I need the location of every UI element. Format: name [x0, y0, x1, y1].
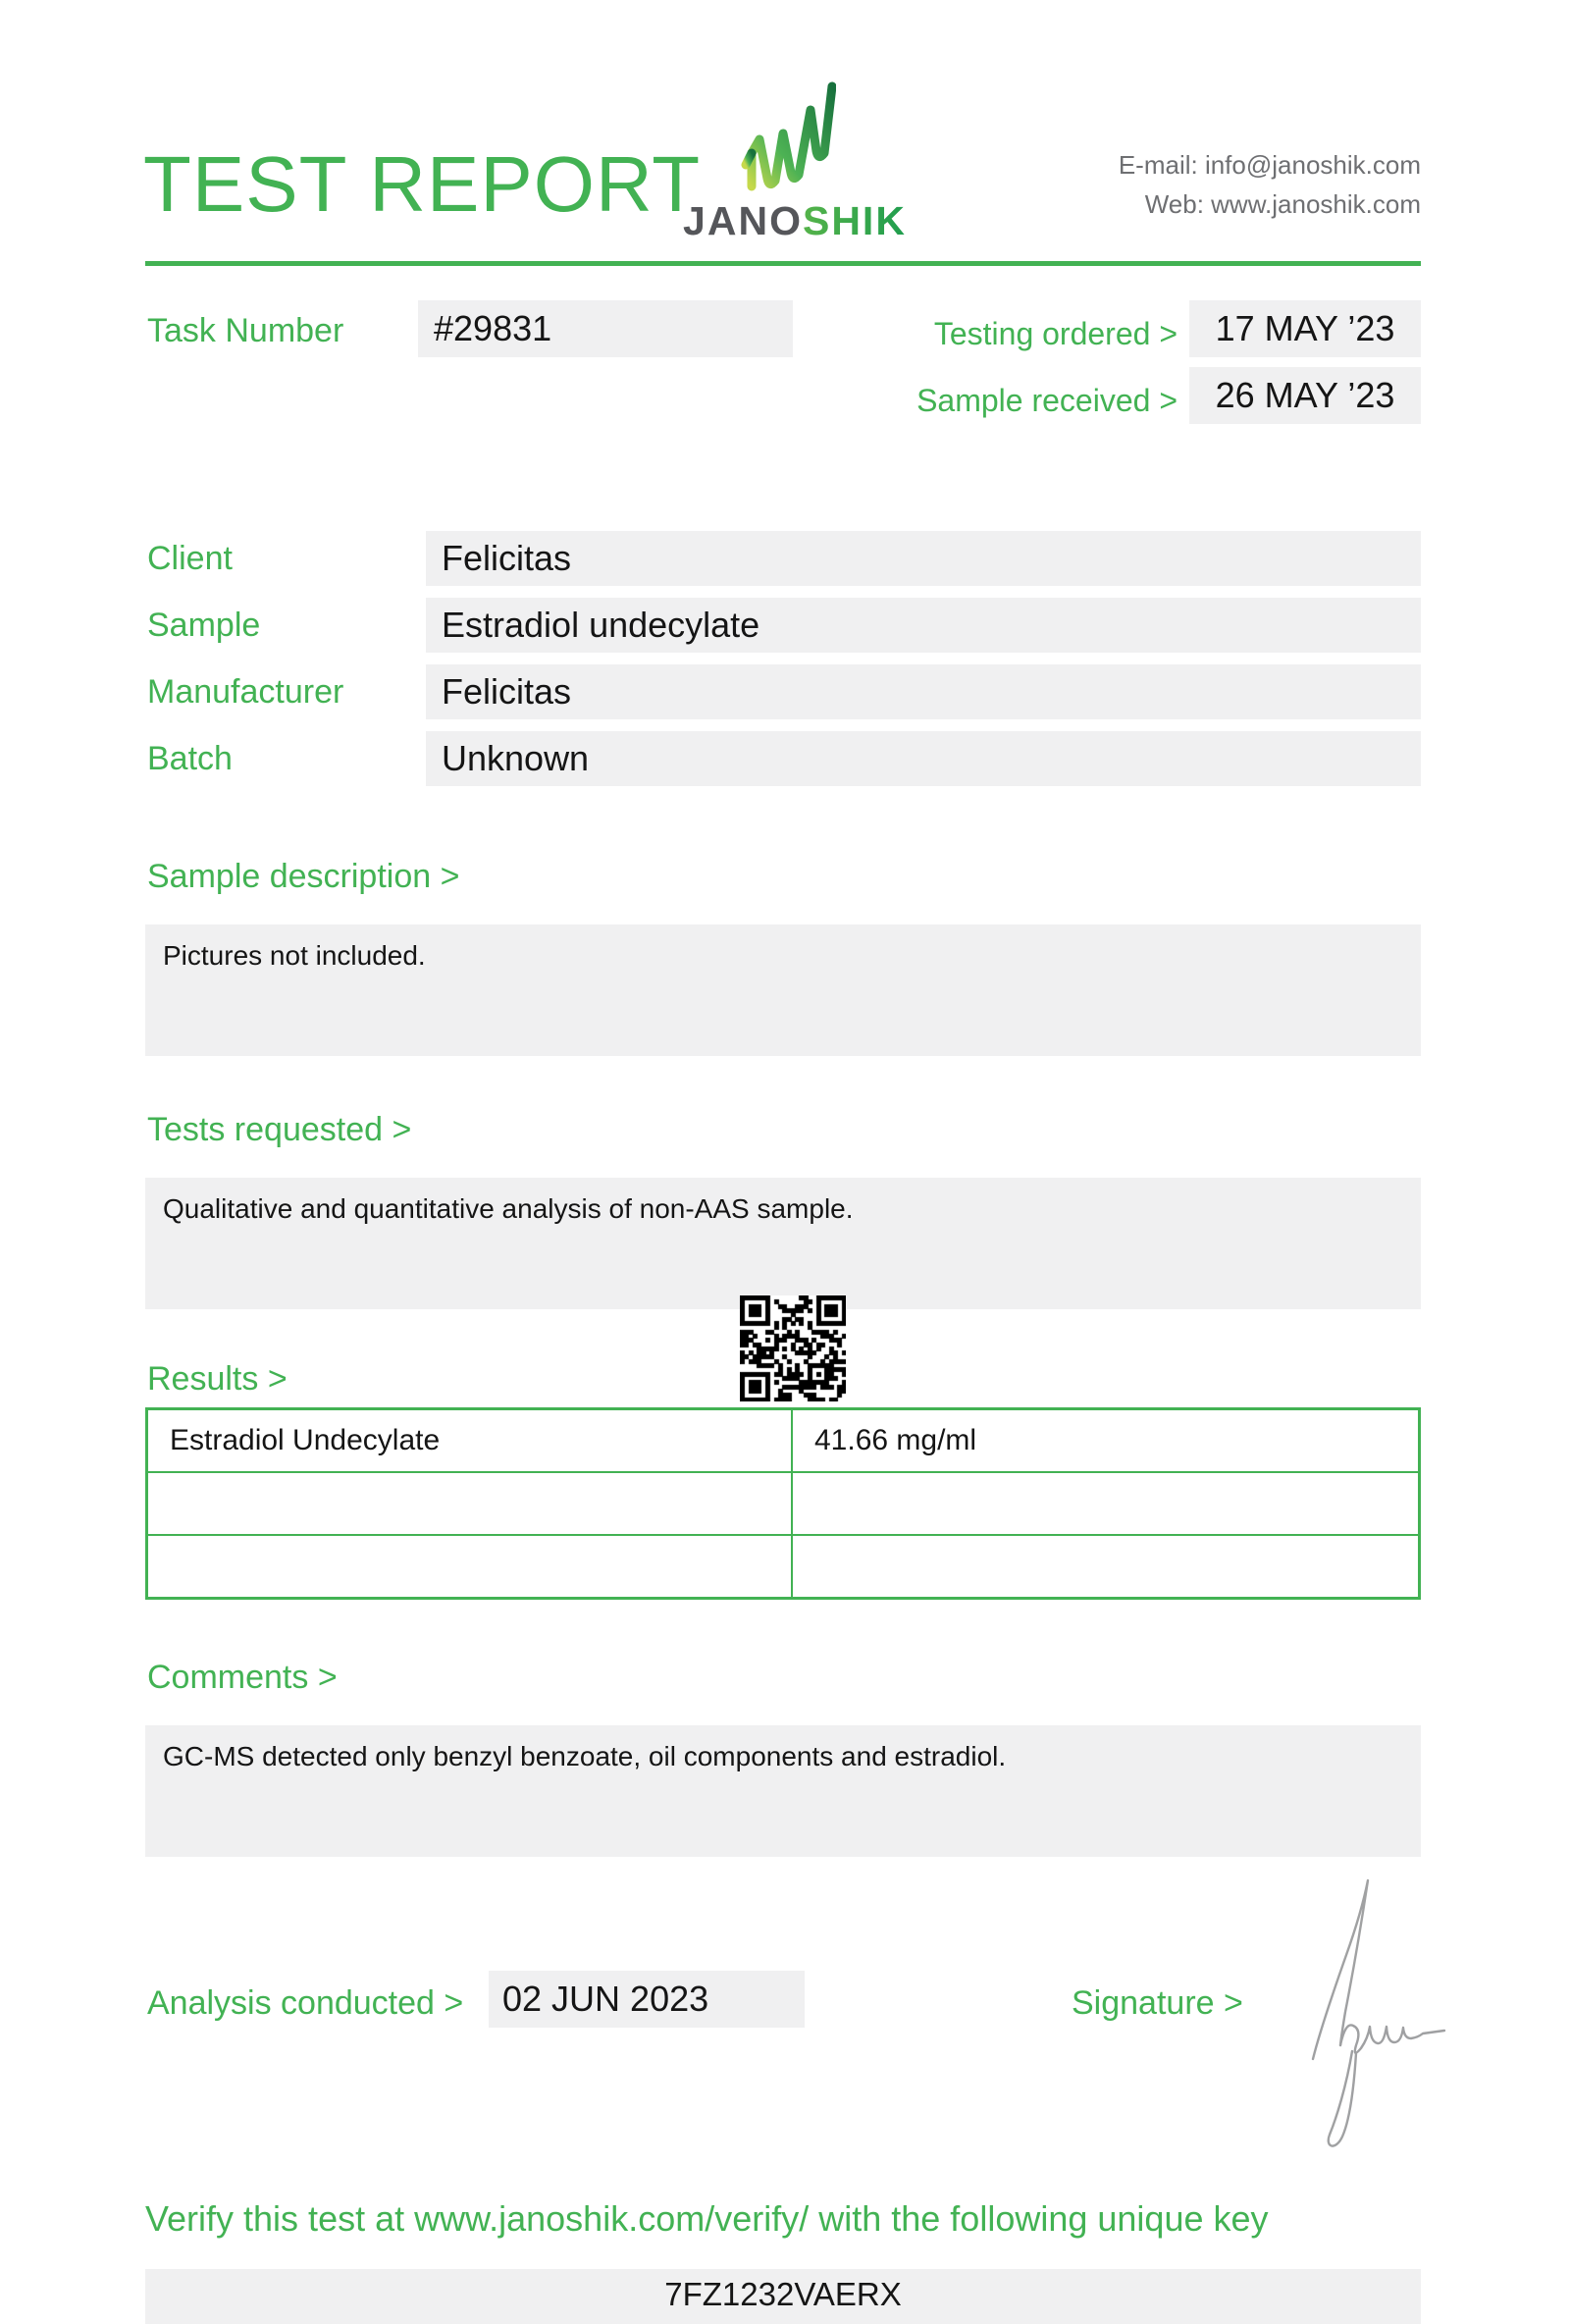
result-concentration: 41.66 mg/ml	[814, 1424, 977, 1456]
brand-wordmark	[677, 198, 913, 244]
analysis-conducted-label: Analysis conducted >	[147, 1984, 464, 2022]
result-concentration	[793, 1473, 1418, 1534]
table-row	[148, 1536, 1418, 1597]
contact-web: Web: www.janoshik.com	[1144, 189, 1421, 219]
result-substance	[148, 1473, 793, 1534]
qr-code	[740, 1295, 846, 1401]
manufacturer-value: Felicitas	[426, 664, 1421, 719]
contact-email: E-mail: info@janoshik.com	[1118, 150, 1421, 180]
results-heading: Results >	[147, 1360, 288, 1398]
rising-peaks-chart-icon	[738, 77, 836, 196]
table-row	[148, 1410, 1418, 1473]
sample-received-value: 26 MAY ’23	[1189, 367, 1421, 424]
contact-block	[1119, 145, 1421, 224]
tests-requested-heading: Tests requested >	[147, 1111, 412, 1148]
sample-description-heading: Sample description >	[147, 858, 460, 895]
sample-received-label: Sample received >	[916, 383, 1178, 418]
comments-body: GC-MS detected only benzyl benzoate, oil components and estradiol.	[145, 1725, 1421, 1857]
analysis-conducted-value: 02 JUN 2023	[489, 1971, 805, 2028]
client-value: Felicitas	[426, 531, 1421, 586]
batch-value: Unknown	[426, 731, 1421, 786]
table-row	[148, 1473, 1418, 1536]
sample-description-body: Pictures not included.	[145, 924, 1421, 1056]
comments-heading: Comments >	[147, 1659, 338, 1696]
testing-ordered-label: Testing ordered >	[933, 316, 1178, 351]
signature-label: Signature >	[1072, 1984, 1243, 2022]
batch-label: Batch	[147, 740, 233, 777]
page-title: TEST REPORT	[143, 140, 702, 228]
manufacturer-label: Manufacturer	[147, 673, 344, 711]
result-substance	[148, 1536, 793, 1597]
task-number-label: Task Number	[147, 312, 344, 349]
verify-key: 7FZ1232VAERX	[145, 2269, 1421, 2324]
sample-label: Sample	[147, 607, 261, 644]
tests-requested-body: Qualitative and quantitative analysis of non-AAS sample.	[145, 1178, 1421, 1309]
client-label: Client	[147, 540, 233, 577]
brand-wordmark-left: JANO	[683, 198, 803, 243]
brand-wordmark-right: SHIK	[802, 198, 907, 243]
testing-ordered-value: 17 MAY ’23	[1189, 300, 1421, 357]
verify-instruction: Verify this test at www.janoshik.com/verify/ with the following unique key	[145, 2198, 1269, 2239]
result-concentration	[793, 1536, 1418, 1597]
sample-value: Estradiol undecylate	[426, 598, 1421, 653]
task-number-value: #29831	[418, 300, 793, 357]
header-divider	[145, 261, 1421, 266]
handwritten-signature	[1291, 1863, 1458, 2157]
result-substance: Estradiol Undecylate	[148, 1410, 793, 1471]
results-table	[145, 1407, 1421, 1600]
